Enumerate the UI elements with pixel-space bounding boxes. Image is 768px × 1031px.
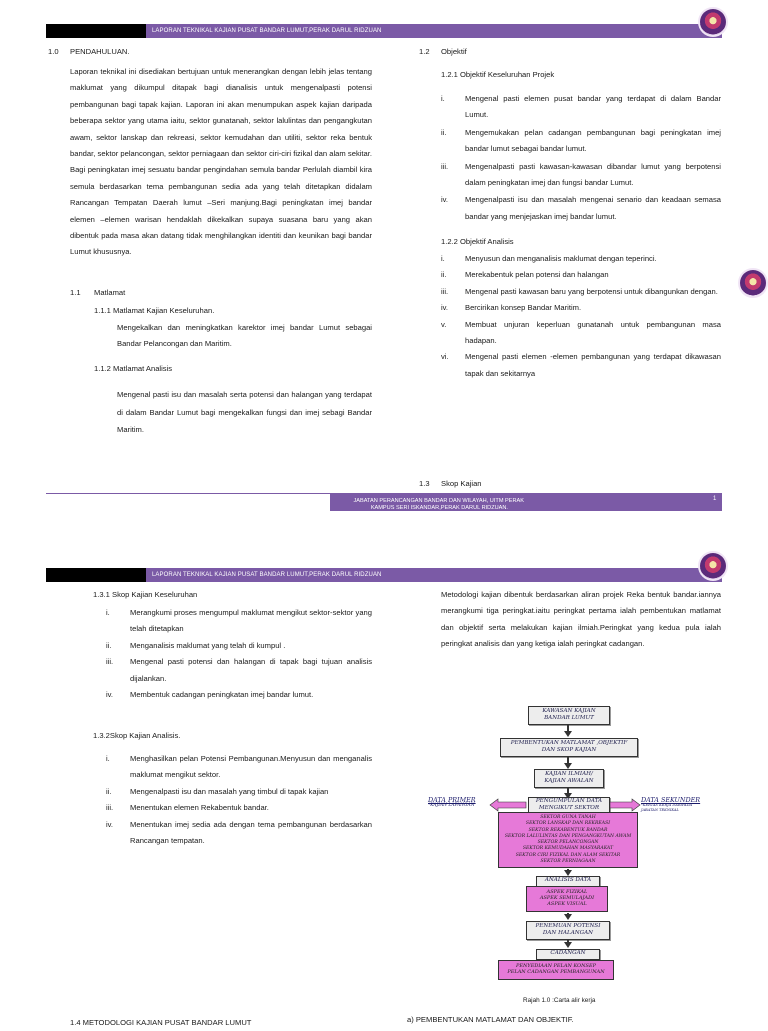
flow-box-data-collection: PENGUMPULAN DATA MENGIKUT SEKTOR bbox=[528, 797, 610, 813]
section-1-3-number: 1.3 bbox=[419, 479, 430, 488]
section-1-0-title: PENDAHULUAN. bbox=[70, 47, 130, 56]
section-1-3-2-heading: 1.3.2Skop Kajian Analisis. bbox=[93, 731, 181, 740]
methodology-paragraph: Metodologi kajian dibentuk berdasarkan aliran projek Reka bentuk bandar.iannya merangkumi tiga peringkat.iaitu peringkat pertama ialah pembentukan matlamat dan objektif serta melakukan kajian ilmiah.Peringkat yang kedua pula ialah peringkat analisis dan yang ketiga ialah peringkat cadangan. bbox=[441, 590, 721, 649]
primary-data-title: DATA PRIMER bbox=[428, 796, 476, 804]
flow-secondary-data bbox=[641, 797, 711, 812]
list-item: iii. Mengenal pasti kawasan baru yang berpotensi untuk dibangunkan dengan. bbox=[441, 286, 718, 296]
flow-box-study-area: KAWASAN KAJIAN BANDAR LUMUT bbox=[528, 706, 610, 725]
section-1-1-2-heading: 1.1.2 Matlamat Analisis bbox=[94, 364, 173, 373]
subsection-a-heading: a) PEMBENTUKAN MATLAMAT DAN OBJEKTIF. bbox=[407, 1015, 574, 1024]
list-item: i. Menyusun dan menganalisis maklumat dengan teperinci. bbox=[441, 254, 657, 263]
list-item: iii. Menentukan elemen Rekabentuk bandar. bbox=[106, 803, 269, 813]
list-item: iii. Mengenal pasti potensi dan halangan di tapak bagi tujuan analisis dijalankan. bbox=[106, 657, 372, 683]
flow-arrow-icon bbox=[564, 731, 572, 737]
secondary-data-sub: *KERTAS KERJA DARIPADA JABATAN TEKNIKAL bbox=[641, 803, 693, 812]
footer-bar bbox=[330, 494, 722, 511]
list-item: i. Menghasilkan pelan Potensi Pembangunan.Menyusun dan menganalis maklumat mengikut sektor. bbox=[106, 754, 372, 780]
flow-arrow-right-icon bbox=[608, 798, 642, 812]
list-item: iv. Bercirikan konsep Bandar Maritim. bbox=[441, 303, 582, 313]
flow-box-findings: PENEMUAN POTENSI DAN HALANGAN bbox=[526, 921, 610, 940]
scope-overall-list bbox=[106, 605, 372, 703]
section-1-3-1-heading: 1.3.1 Skop Kajian Keseluruhan bbox=[93, 590, 198, 599]
section-1-0-number: 1.0 bbox=[48, 47, 59, 56]
flow-analysis-aspects: ASPEK FIZIKAL ASPEK SEMULAJADI ASPEK VISUAL bbox=[526, 886, 608, 912]
section-1-2-2-heading: 1.2.2 Objektif Analisis bbox=[441, 237, 514, 246]
section-1-1-1-body: Mengekalkan dan meningkatkan karektor imej bandar Lumut sebagai Bandar Pelancongan dan Maritim. bbox=[117, 323, 372, 349]
section-1-1-1-heading: 1.1.1 Matlamat Kajian Keseluruhan. bbox=[94, 306, 215, 315]
header-title-bar: LAPORAN TEKNIKAL KAJIAN PUSAT BANDAR LUMUT,PERAK DARUL RIDZUAN bbox=[146, 568, 722, 582]
flow-box-literature: KAJIAN ILMIAH/ KAJIAN AWALAN bbox=[534, 769, 604, 788]
university-logo-icon bbox=[700, 9, 726, 35]
objectives-analysis-list bbox=[441, 251, 721, 382]
section-1-2-title: Objektif bbox=[441, 47, 467, 56]
section-1-3-title: Skop Kajian bbox=[441, 479, 482, 488]
primary-data-sub: *KAJIAN LAPANGAN bbox=[428, 803, 475, 809]
flow-arrow-icon bbox=[564, 914, 572, 920]
intro-paragraph: Laporan teknikal ini disediakan bertujuan untuk menerangkan dengan lebih jelas tentang maklumat yang dikumpul ditapak bagi dianalisis untuk mengenalpasti potensi pembangunan bagi tapak kajian. Laporan ini akan menumpukan aspek kajian daripada beberapa sektor yang utama iaitu, sektor gunatanah, sektor lalulintas dan pengangkutan awam, sektor lanskap dan rekreasi, sektor kemudahan dan utiliti, sektor reka bentuk bandar, sektor pelancongan, sektor perniagaan dan sektor ciri-ciri fizikal dan alam sekitar. Bagi peningkatan imej sesuatu bandar pengindahan semula bandar Perlulah diambil kira semula berdasarkan tema pembangunan sedia ada yang telah ditetapkan didalam Rancangan Tempatan Daerah lumut –Seri manjung.Bagi peningkatan imej bandar elemen –elemen warisan hendaklah dikekalkan supaya suasana baru yang akan dibentuk pada masa akan datang tidak menghilangkan identiti dan keunikan bagi bandar Lumut khususnya. bbox=[70, 67, 372, 257]
flow-arrow-left-icon bbox=[488, 798, 528, 812]
list-item: iv. Menentukan imej sedia ada dengan tema pembangunan berdasarkan Rancangan tempatan. bbox=[106, 819, 372, 846]
list-item: v. Membuat unjuran keperluan gunatanah untuk pembangunan masa hadapan. bbox=[441, 319, 721, 346]
page-number: 1 bbox=[713, 496, 717, 502]
list-item: iv. Membentuk cadangan peningkatan imej bandar lumut. bbox=[106, 690, 314, 700]
university-logo-icon bbox=[700, 553, 726, 579]
list-item: ii. Mengemukakan pelan cadangan pembangunan bagi peningkatan imej bandar lumut sebagai bandar lumut. bbox=[441, 127, 721, 154]
section-1-2-number: 1.2 bbox=[419, 47, 430, 56]
flow-box-analysis: ANALISIS DATA bbox=[536, 876, 600, 887]
flow-box-goals: PEMBENTUKAN MATLAMAT ,OBJEKTIF DAN SKOP KAJIAN bbox=[500, 738, 638, 757]
list-item: i. Mengenal pasti elemen pusat bandar yang terdapat di dalam Bandar Lumut. bbox=[441, 94, 721, 120]
secondary-data-title: DATA SEKUNDER bbox=[641, 796, 701, 804]
flow-proposal-plans: PENYEDIAAN PELAN KONSEP PELAN CADANGAN PEMBANGUNAN bbox=[498, 960, 614, 980]
section-1-4-heading: 1.4 METODOLOGI KAJIAN PUSAT BANDAR LUMUT bbox=[70, 1018, 252, 1027]
header-black-bar bbox=[46, 568, 146, 582]
flow-box-proposal: CADANGAN bbox=[536, 949, 600, 960]
list-item: ii. Mengenalpasti isu dan masalah yang timbul di tapak kajian bbox=[106, 786, 329, 796]
list-item: i. Merangkumi proses mengumpul maklumat mengikut sektor-sektor yang telah ditetapkan bbox=[106, 608, 372, 634]
list-item: ii. Merekabentuk pelan potensi dan halangan bbox=[441, 270, 609, 280]
list-item: ii. Menganalisis maklumat yang telah di kumpul . bbox=[106, 640, 286, 650]
figure-caption: Rajah 1.0 :Carta alir kerja bbox=[523, 997, 596, 1004]
footer-line-1: JABATAN PERANCANGAN BANDAR DAN WILAYAH, UITM PERAK bbox=[353, 498, 524, 504]
scope-analysis-list bbox=[106, 751, 372, 849]
section-1-1-title: Matlamat bbox=[94, 288, 126, 297]
flow-arrow-icon bbox=[564, 942, 572, 948]
header-title-bar: LAPORAN TEKNIKAL KAJIAN PUSAT BANDAR LUMUT,PERAK DARUL RIDZUAN bbox=[146, 24, 722, 38]
section-1-2-1-heading: 1.2.1 Objektif Keseluruhan Projek bbox=[441, 70, 555, 79]
university-logo-icon bbox=[740, 270, 766, 296]
flow-sectors-box: SEKTOR GUNA TANAH SEKTOR LANSKAP DAN REKREASI SEKTOR REKABENTUK BANDAR SEKTOR LALULINTAS DAN PENGANGKUTAN AWAM SEKTOR PELANCONGAN SEKTOR KEMUDAHAN MASYARAKAT SEKTOR CIRI FIZIKAL DAN ALAM SEKITAR SEKTOR PERNIAGAAN bbox=[498, 812, 638, 868]
footer-line-2: KAMPUS SERI ISKANDAR,PERAK DARUL RIDZUAN. bbox=[370, 505, 508, 511]
section-1-1-number: 1.1 bbox=[70, 288, 81, 297]
section-1-1-2-body: Mengenal pasti isu dan masalah serta potensi dan halangan yang terdapat di dalam Bandar Lumut bagi mengekalkan fungsi dan imej sebagi Bandar Maritim. bbox=[117, 390, 372, 434]
flow-primary-data bbox=[428, 797, 488, 809]
list-item: vi. Mengenal pasti elemen -elemen pembangunan yang terdapat dikawasan tapak dan sekitarnya bbox=[441, 352, 721, 378]
objectives-overall-list bbox=[441, 91, 721, 225]
header-black-bar bbox=[46, 24, 146, 38]
list-item: iv. Mengenalpasti isu dan masalah mengenai senario dan keadaan semasa bandar yang menjejaskan imej bandar lumut. bbox=[441, 195, 721, 221]
list-item: iii. Mengenalpasti pasti kawasan-kawasan dibandar lumut yang berpotensi dalam peningkatan imej dan fungsi bandar Lumut. bbox=[441, 161, 721, 188]
